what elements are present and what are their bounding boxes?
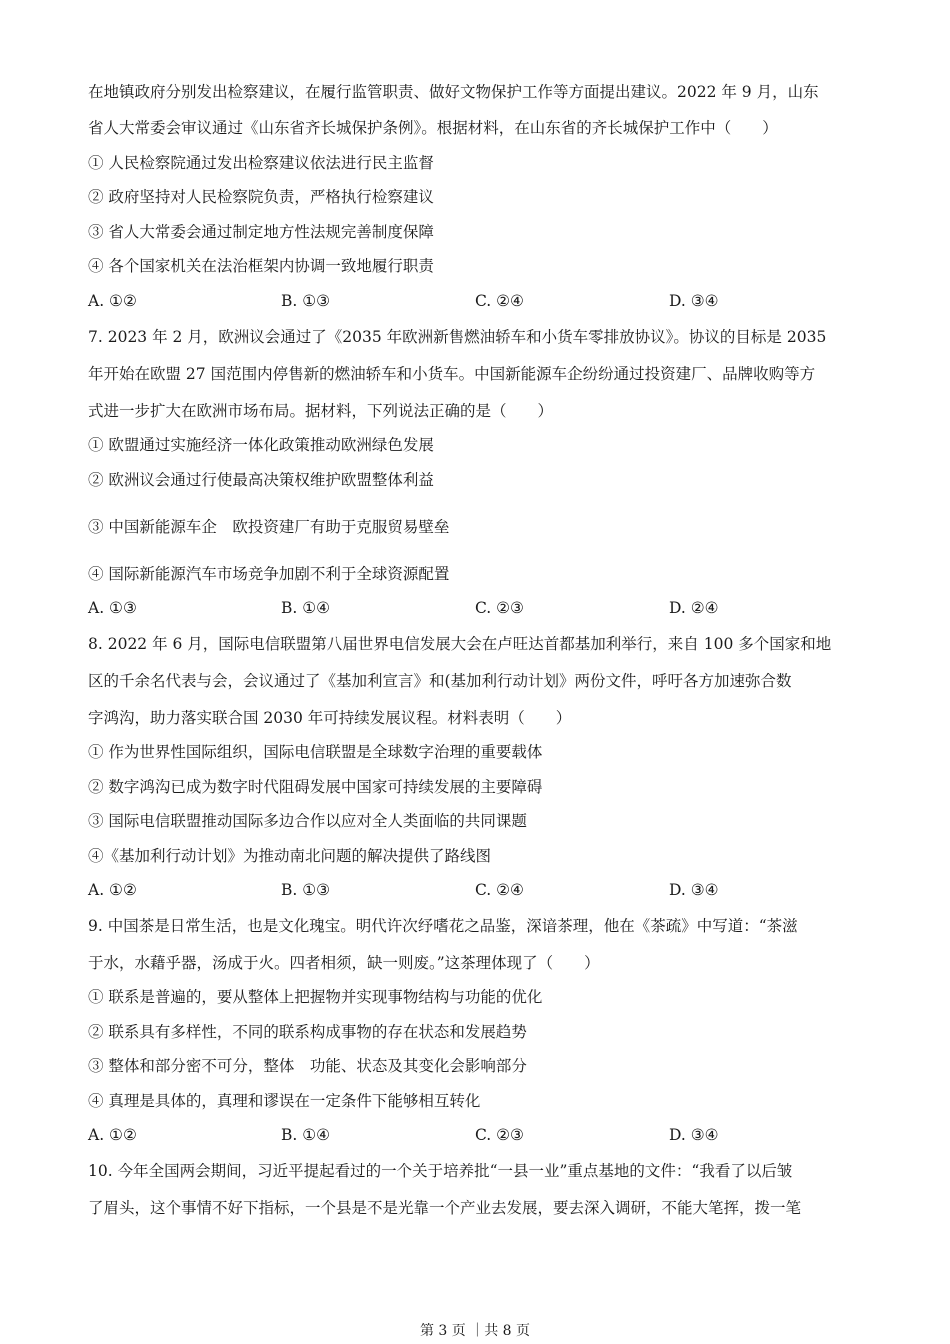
q8-option-b: B. ①③ [281,881,331,899]
q7-item-2: ② 欧洲议会通过行使最高决策权维护欧盟整体利益 [88,471,434,489]
q6-option-d: D. ③④ [669,292,719,310]
q8-item-2: ② 数字鸿沟已成为数字时代阻碍发展中国家可持续发展的主要障碍 [88,778,543,796]
q8-stem-line-3: 字鸿沟，助力落实联合国 2030 年可持续发展议程。材料表明（ ） [88,709,572,727]
q10-stem-line-1: 10. 今年全国两会期间，习近平提起看过的一个关于培养批“一县一业”重点基地的文件：“我看了以后皱 [88,1162,793,1180]
q6-item-1: ① 人民检察院通过发出检察建议依法进行民主监督 [88,154,434,172]
q8-option-a: A. ①② [88,881,137,899]
q9-stem-line-1: 9. 中国茶是日常生活，也是文化瑰宝。明代许次纾嗜花之品鉴，深谙茶理，他在《茶疏》中写道：“茶滋 [88,917,798,935]
page-footer: 第 3 页 ｜共 8 页 [419,1323,531,1339]
q9-item-1: ① 联系是普遍的，要从整体上把握物并实现事物结构与功能的优化 [88,988,543,1006]
q6-option-c: C. ②④ [475,292,524,310]
q7-stem-line-1: 7. 2023 年 2 月，欧洲议会通过了《2035 年欧洲新售燃油轿车和小货车零排放协议》。协议的目标是 2035 [88,328,827,346]
q7-item-4: ④ 国际新能源汽车市场竞争加剧不利于全球资源配置 [88,565,450,583]
q7-options [88,598,878,618]
q9-option-d: D. ③④ [669,1126,719,1144]
q8-stem-line-2: 区的千余名代表与会，会议通过了《基加利宣言》和(基加利行动计划》两份文件，呼吁各方加速弥合数 [88,672,792,690]
q6-item-4: ④ 各个国家机关在法治框架内协调一致地履行职责 [88,257,434,275]
q10-stem-line-2: 了眉头，这个事情不好下指标，一个县是不是光靠一个产业去发展，要去深入调研，不能大笔挥，拨一笔 [88,1199,802,1217]
q6-options [88,291,878,311]
q8-item-4: ④《基加利行动计划》为推动南北问题的解决提供了路线图 [88,847,492,865]
q9-option-a: A. ①② [88,1126,137,1144]
q7-stem-line-2: 年开始在欧盟 27 国范围内停售新的燃油轿车和小货车。中国新能源车企纷纷通过投资建厂、品牌收购等方 [88,365,816,383]
q6-item-2: ② 政府坚持对人民检察院负责，严格执行检察建议 [88,188,434,206]
q9-option-c: C. ②③ [475,1126,524,1144]
q9-item-2: ② 联系具有多样性，不同的联系构成事物的存在状态和发展趋势 [88,1023,527,1041]
q6-option-a: A. ①② [88,292,137,310]
q6-stem-line-1: 在地镇政府分别发出检察建议，在履行监管职责、做好文物保护工作等方面提出建议。2022 年 9 月，山东 [88,83,819,101]
q7-option-a: A. ①③ [88,599,137,617]
q8-stem-line-1: 8. 2022 年 6 月，国际电信联盟第八届世界电信发展大会在卢旺达首都基加利举行，来自 100 多个国家和地 [88,635,832,653]
q7-option-c: C. ②③ [475,599,524,617]
q8-option-d: D. ③④ [669,881,719,899]
q9-option-b: B. ①④ [281,1126,331,1144]
q7-item-3: ③ 中国新能源车企 欧投资建厂有助于克服贸易壁垒 [88,518,450,536]
q6-stem-line-2: 省人大常委会审议通过《山东省齐长城保护条例》。根据材料，在山东省的齐长城保护工作中（ ） [88,119,778,137]
q7-option-d: D. ②④ [669,599,719,617]
q9-item-3: ③ 整体和部分密不可分，整体 功能、状态及其变化会影响部分 [88,1057,527,1075]
q9-stem-line-2: 于水，水藉乎器，汤成于火。四者相须，缺一则废。”这茶理体现了（ ） [88,954,600,972]
q9-options [88,1125,878,1145]
q7-item-1: ① 欧盟通过实施经济一体化政策推动欧洲绿色发展 [88,436,434,454]
q6-item-3: ③ 省人大常委会通过制定地方性法规完善制度保障 [88,223,434,241]
q8-option-c: C. ②④ [475,881,524,899]
q9-item-4: ④ 真理是具体的，真理和谬误在一定条件下能够相互转化 [88,1092,481,1110]
q7-option-b: B. ①④ [281,599,331,617]
q7-stem-line-3: 式进一步扩大在欧洲市场布局。据材料，下列说法正确的是（ ） [88,402,554,420]
q8-options [88,880,878,900]
q8-item-3: ③ 国际电信联盟推动国际多边合作以应对全人类面临的共同课题 [88,812,527,830]
q6-option-b: B. ①③ [281,292,331,310]
q8-item-1: ① 作为世界性国际组织，国际电信联盟是全球数字治理的重要载体 [88,743,543,761]
